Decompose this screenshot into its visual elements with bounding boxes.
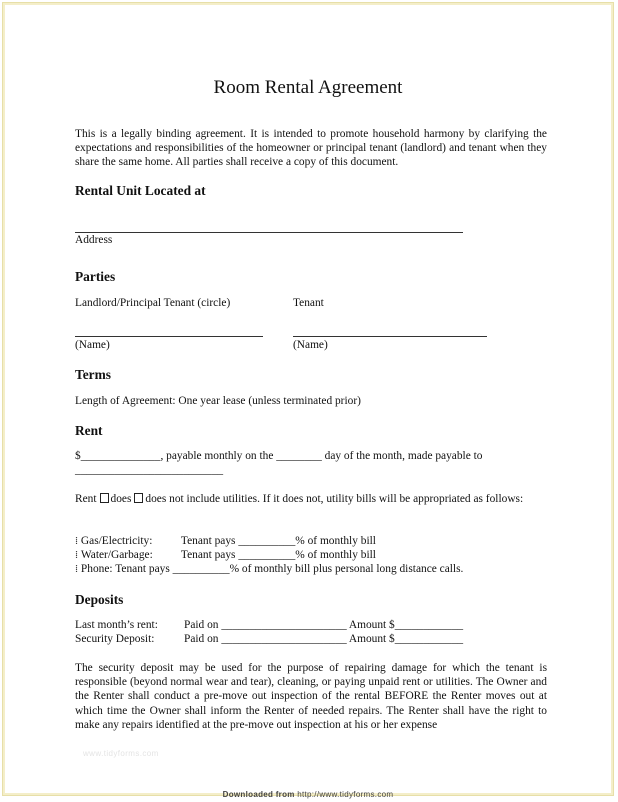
address-label: Address [75,234,113,246]
tenant-label: Tenant [293,297,324,309]
deposit-row-last-month: Last month’s rent: Paid on ______________________ Amount $____________ [75,619,464,631]
bullet-icon: ⁞ [75,549,79,561]
intro-paragraph: This is a legally binding agreement. It is intended to promote household harmony by clarifying the expectations and responsibilities of the homeowner or principal tenant (landlord) and tenant when they share the same home. All parties shall receive a copy of this document. [75,128,547,169]
rent-payee-blank[interactable]: __________________________ [75,464,224,476]
bullet-icon: ⁞ [75,563,79,575]
utility-row-water: ⁞ Water/Garbage: Tenant pays __________% of monthly bill [75,549,376,561]
utilities-paragraph: Rent does does not include utilities. If it does not, utility bills will be appropriated as follows: [75,493,524,505]
document-page [2,2,614,799]
deposit-paragraph: The security deposit may be used for the purpose of repairing damage for which the tenant is responsible (beyond normal wear and tear), cleaning, or paying unpaid rent or utilities. The Owner and the Renter shall conduct a pre-move out inspection of the rental BEFORE the Renter moves out at which time the Owner shall inform the Renter of needed repairs. The Renter shall have the right to make any repairs identified at the pre-move out inspection at his or her expense [75,662,547,731]
rental-unit-heading: Rental Unit Located at [75,183,206,198]
document-title: Room Rental Agreement [213,77,403,98]
utilities-does-checkbox[interactable] [100,493,109,503]
deposits-heading: Deposits [75,592,124,607]
deposit-row-security: Security Deposit: Paid on ______________________ Amount $____________ [75,633,464,645]
terms-heading: Terms [75,367,111,382]
utility-row-gas: ⁞ Gas/Electricity: Tenant pays __________% of monthly bill [75,535,376,547]
rent-heading: Rent [75,423,103,438]
footer [3,790,613,799]
terms-length: Length of Agreement: One year lease (unless terminated prior) [75,395,361,407]
landlord-name-line[interactable] [75,336,263,337]
landlord-label: Landlord/Principal Tenant (circle) [75,297,231,309]
tenant-name-line[interactable] [293,336,487,337]
utility-row-phone: ⁞ Phone: Tenant pays __________% of monthly bill plus personal long distance calls. [75,563,464,575]
tenant-name-label: (Name) [293,339,328,351]
footer-link[interactable]: http://www.tidyforms.com [297,790,394,799]
watermark-text: www.tidyforms.com [83,749,159,758]
bullet-icon: ⁞ [75,535,79,547]
address-line[interactable] [75,232,463,233]
landlord-name-label: (Name) [75,339,110,351]
footer-prefix: Downloaded from [222,790,295,799]
rent-payable-line [75,450,482,462]
parties-heading: Parties [75,269,116,284]
rent-amount-blank[interactable]: $______________ [75,450,161,462]
utilities-does-not-checkbox[interactable] [134,493,143,503]
rent-payable-text: , payable monthly on the ________ day of the month, made payable to [160,450,483,462]
